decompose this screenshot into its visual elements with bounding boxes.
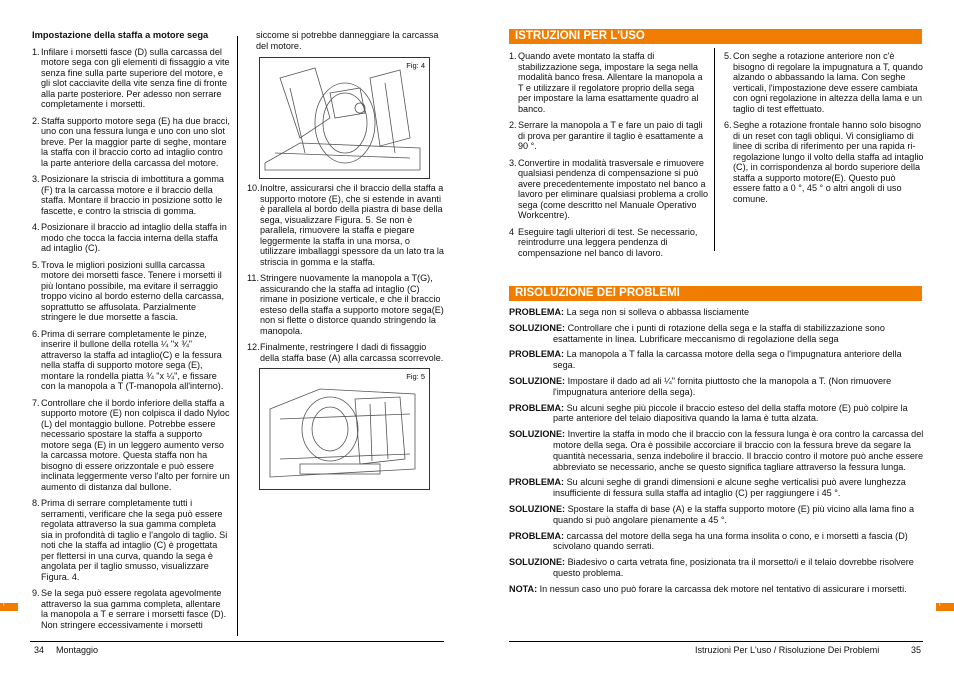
figure-4-drawing [260,58,429,178]
step-text: Con seghe a rotazione anteriore non c'è bisogno di regolare la impugnatura a T, quando alzando o abbassando la lama. Con seghe verticali, l'impostazione deve essere cambiata con ogni regolazione in altezza della lama e un taglio di test effettuato. [733,51,923,114]
step-item [509,120,709,152]
step-text: Controllare che il bordo inferiore della staffa a supporto motore (E) non colpisca il dado Nyloc (L) del montaggio bullone. Potrebbe essere necessario spostare la staffa a supporto motore sega (E) in un leggero aumento verso la carcassa motore. Questa staffa non ha bisogno di essere orizzontale e può essere inclinata leggermente verso l'alto per fornire un aumento di distanza dal bullone. [41,397,230,492]
step-item [32,174,230,216]
footer-rule-right [509,641,923,642]
troubleshooting-text: La manopola a T falla la carcassa motore della sega o l'impugnatura anteriore della sega. [553,349,902,371]
footer-page-number-left: 34 [34,645,45,655]
step-number: 4. [32,222,40,232]
troubleshooting-row [509,584,925,595]
troubleshooting-row [509,403,925,425]
step-item [247,183,445,267]
step-item [32,498,230,582]
troubleshooting-label: PROBLEMA: [509,349,565,360]
istruzioni-steps-col1 [509,51,709,258]
step-item [724,51,924,114]
istruzioni-steps-col2 [724,51,924,204]
step-text: Finalmente, restringere I dadi di fissaggio della staffa base (A) alla carcassa scorrevole. [260,342,444,363]
step-item [32,222,230,254]
troubleshooting-label: SOLUZIONE: [509,503,566,514]
step-number: 12. [247,342,260,352]
footer-page-number-right: 35 [911,645,922,655]
step-number: 3. [509,157,517,168]
left-column-2-steps [247,183,445,369]
figure-5-drawing [260,369,429,489]
language-tab-right [936,603,954,611]
step-text: Staffa supporto motore sega (E) ha due bracci, uno con una fessura lunga e uno con uno slot breve. Per la maggior parte di seghe, montare la staffa con il braccio corto ad intaglio contro la parte anteriore della carcassa del motore. [41,115,230,168]
troubleshooting-text: La sega non si solleva o abbassa lisciamente [566,307,750,317]
step-text: Prima di serrare completamente le pinze, inserire il bullone della rotella ¼ "x ¾" attraverso la staffa ad intaglio(C) e la fessura nella staffa di supporto motore sega (E), montare la rondella piatta ¾ "x ¼", e fissare con la manopola a T (T-manopola all'interno). [41,328,224,391]
troubleshooting-text: carcassa del motore della sega ha una forma insolita o cono, e i morsetti a fascia (D) scivolano quando serrati. [553,530,908,552]
troubleshooting-text: Impostare il dado ad ali ¼" fornita piuttosto che la manopola a T. (Non rimuovere l'impugnatura anteriore della sega). [553,375,892,397]
istruzioni-section-bar [509,29,922,44]
step-text: Quando avete montato la staffa di stabilizzazione sega, impostare la sega nella modalità banco fresa. Allentare la manopola a T e utilizzare il regolatore proprio della sega per impostare la lama esattamente quadro al banco. [518,51,703,114]
step-text: Se la sega può essere regolata agevolmente attraverso la sua gamma completa, allentare la manopola a T e serrare i morsetti fasce (D). Non stringere eccessivamente i morsetti [41,588,227,630]
step-number: 5. [724,51,732,61]
step-text: Prima di serrare completamente tutti i serramenti, verificare che la sega può essere regolata attraverso la sua gamma completa sia in profondità di taglio e l'angolo di taglio. Si noti che la staffa ad intaglio (C) è progettata per flettersi in una curva, quando la sega è angolata per il taglio smusso, visualizzare Figura. 4. [41,498,228,582]
step-number: 9. [32,588,40,598]
steps-list-col2 [247,183,445,363]
istruzioni-column-2 [724,51,924,210]
troubleshooting-row [509,557,925,579]
troubleshooting-row [509,531,925,553]
step-text: Stringere nuovamente la manopola a T(G), assicurando che la staffa ad intaglio (C) rimane in posizione verticale, e che il braccio esteso della staffa a supporto motore sega(E) non si flette o distorce quando stringendo la manopola. [260,273,444,336]
troubleshooting-label: SOLUZIONE: [509,429,566,440]
troubleshooting-row [509,376,925,398]
footer-rule-left [30,641,444,642]
troubleshooting-text: Controllare che i punti di rotazione della sega e la staffa di stabilizzazione sono esattamente in linea. Lubrificare meccanismo di regolazione della sega [553,322,885,344]
step-text: Trova le migliori posizioni sullla carcassa motore dei morsetti fasce. Tenere i morsetti il più lontano possibile, ma evitare il serraggio troppo vicino al bordo esterno della carcassa, soprattutto se affusolata. Parzialmente stringere le due morsette a fascia. [41,259,224,322]
footer-title-left: Montaggio [56,645,99,655]
step-number: 1. [509,51,517,61]
left-column-1 [32,30,230,636]
step-item [247,342,445,363]
figure-4 [259,57,430,179]
step-text: Convertire in modalità trasversale e rimuovere qualsiasi pendenza di compensazione si può avere precedentemente impostato nel banco a lavoro per eliminare qualsiasi problema a crollo sega (come descritto nel Manuale Operativo Workcentre). [518,157,709,220]
step-item [509,51,709,114]
step-number: 4 [509,226,515,237]
troubleshooting-list [509,307,925,600]
troubleshooting-text: Biadesivo o carta vetrata fine, posizionata tra il morsetto/i e il telaio dovrebbe risolvere questo problema. [553,557,914,578]
troubleshooting-label: SOLUZIONE: [509,557,566,568]
column-divider-right [714,48,715,251]
istruzioni-column-1 [509,51,709,264]
step-text: Serrare la manopola a T e fare un paio di tagli di prova per garantire il taglio è esattamente a 90 °. [518,120,704,151]
istruzioni-title: ISTRUZIONI PER L'USO [515,30,645,42]
step-text: Posizionare il braccio ad intaglio della staffa in modo che tocca la faccia interna della staffa ad intaglio (C). [41,222,227,253]
step-text: Posizionare la striscia di imbottitura a gomma (F) tra la carcassa motore e il braccio della staffa. Montare il braccio in posizione sotto le fascette, e contro la striscia di gomma. [41,174,224,216]
troubleshooting-row [509,307,925,318]
left-column-2 [247,30,445,57]
troubleshooting-label: PROBLEMA: [509,402,565,413]
step-number: 3. [32,174,40,184]
step-text: Seghe a rotazione frontale hanno solo bisogno di un reset con tagli obliqui. Vi consigliamo di linee di scriba di riferimento per una rapida ri-regolazione lungo il volto della staffa ad intaglio (C), in corrispondenza al bordo superiore della staffa a supporto motore(E). Questo può essere fatto a 0 °, 45 ° o altri angoli di uso comune. [733,120,924,204]
step-number: 10. [247,183,260,193]
step-number: 8. [32,498,40,508]
steps-list-col1 [32,47,230,631]
troubleshooting-text: Su alcuni seghe più piccole il braccio esteso del della staffa motore (E) può colpire la parte anteriore del telaio diapositiva quando la lama è tutta alzata. [553,402,908,424]
step-text: Eseguire tagli ulteriori di test. Se necessario, reintrodurre una leggera pendenza di compensazione nel banco di lavoro. [518,226,698,258]
step-text: Infilare i morsetti fasce (D) sulla carcassa del motore sega con gli elementi di fissaggio a vite senza fine sulla parte superiore del motore, e gli slot cacciavite della vite senza fine di fronte alla parte posteriore. Per adesso non serrare completamente i morsetti. [41,46,230,109]
step-number: 2. [509,120,517,130]
troubleshooting-label: PROBLEMA: [509,307,565,317]
column-divider-left [237,36,238,636]
footer-title-right: Istruzioni Per L'uso / Risoluzione Dei Problemi [695,645,880,655]
step-item [32,398,230,493]
step-item [32,116,230,169]
step-number: 6. [32,328,40,339]
troubleshooting-label: PROBLEMA: [509,477,565,488]
step-number: 2. [32,115,40,126]
step-item [724,120,924,204]
section-heading: Impostazione della staffa a motore sega [32,30,209,40]
risoluzione-title: RISOLUZIONE DEI PROBLEMI [515,287,680,299]
troubleshooting-row [509,349,925,371]
step-number: 11. [247,273,259,283]
figure-5 [259,368,430,490]
troubleshooting-label: SOLUZIONE: [509,322,566,333]
figure-4-label: Fig: 4 [406,61,425,70]
step-item [32,588,230,630]
troubleshooting-text: Invertire la staffa in modo che il braccio con la fessura lunga è ora contro la carcassa del motore della sega. Ora è possibile accorciare il braccio con la fessura breve da segare la quantità necessaria, senza indebolire il braccio. Il braccio contro il motore può anche essere abbreviato se necessario, anche se questo significa tagliare attraverso la fessura lunga. [553,429,924,472]
troubleshooting-row [509,477,925,499]
col2-intro-text: siccome si potrebbe danneggiare la carcassa del motore. [256,30,439,51]
troubleshooting-text: Spostare la staffa di base (A) e la staffa supporto motore (E) più vicino alla lama fino a quando si può angolare pienamente a 45 °. [553,503,915,525]
language-tab-left [0,603,18,611]
troubleshooting-label: NOTA: [509,583,538,594]
troubleshooting-label: PROBLEMA: [509,530,565,541]
troubleshooting-text: Su alcuni seghe di grandi dimensioni e alcune seghe verticalisi può avere lunghezza insufficiente di fessura sulla staffa ad intaglio (C) per raggiungere i 45 °. [553,477,906,499]
troubleshooting-row [509,429,925,472]
step-number: 7. [32,397,40,408]
step-item [32,260,230,323]
troubleshooting-text: In nessun caso uno può forare la carcassa dek motore nel tentativo di assicurare i morsetti. [539,583,907,594]
step-number: 6. [724,120,732,130]
figure-5-label: Fig: 5 [406,372,425,381]
troubleshooting-label: SOLUZIONE: [509,375,566,386]
step-text: Inoltre, assicurarsi che il braccio della staffa a supporto motore (E), che si estende in avanti è parallela al bordo della piastra di base della sega, visualizzare Figura. 5. Se non è parallela, rimuovere la staffa e piegare leggermente la staffa in una morsa, o utilizzare imballaggi spessore da un lato tra la striscia in gomma e la staffa. [260,183,444,267]
troubleshooting-row [509,504,925,526]
troubleshooting-row [509,323,925,345]
language-tab-letter: I [3,602,5,608]
step-item [32,329,230,392]
step-item [247,273,445,336]
risoluzione-section-bar [509,286,922,301]
language-tab-letter: I [939,602,941,608]
step-item [509,158,709,221]
step-number: 1. [32,46,40,57]
step-item [32,47,230,110]
step-number: 5. [32,259,40,270]
step-item [509,227,709,259]
